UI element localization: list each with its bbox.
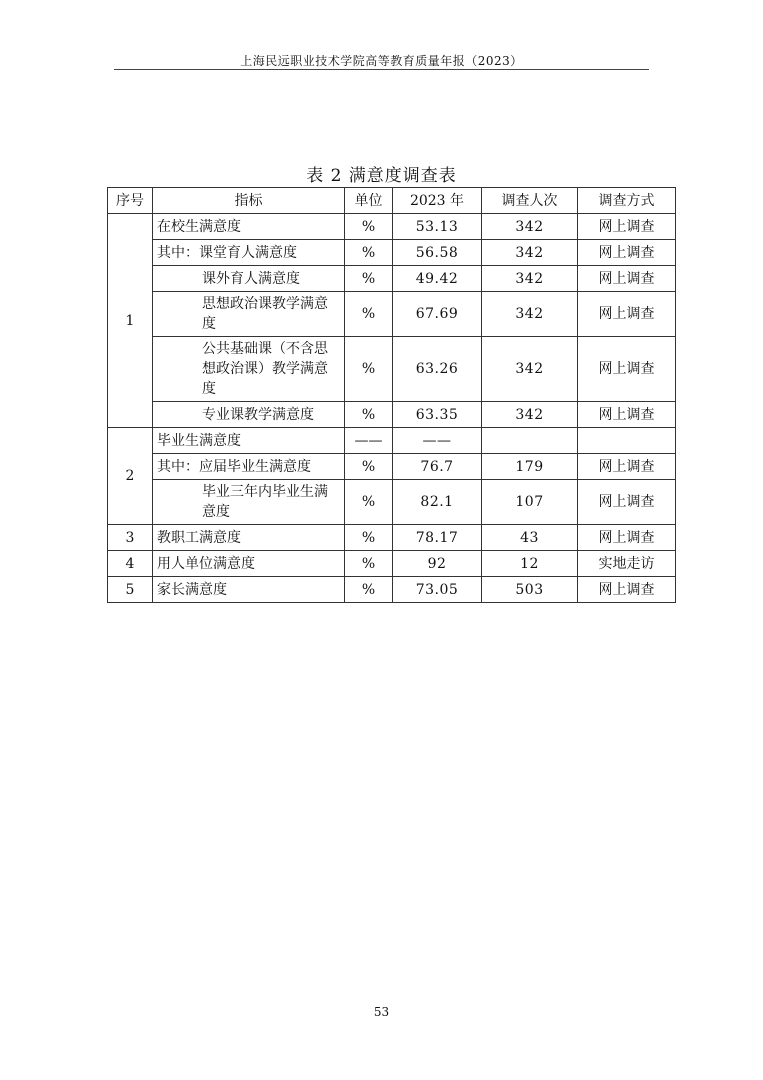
cell-unit: % [345, 525, 393, 551]
header-rule [114, 69, 649, 70]
cell-seq: 4 [108, 551, 153, 577]
cell-indicator: 毕业生满意度 [153, 428, 345, 454]
table-row [108, 454, 676, 480]
cell-indicator: 其中：课堂育人满意度 [153, 240, 345, 266]
cell-unit: % [345, 480, 393, 525]
cell-unit: % [345, 551, 393, 577]
cell-method [578, 428, 676, 454]
cell-indicator: 教职工满意度 [153, 525, 345, 551]
header-year: 2023 年 [393, 188, 482, 214]
header-unit: 单位 [345, 188, 393, 214]
table-row [108, 214, 676, 240]
page-number: 53 [373, 1005, 390, 1019]
table-row [108, 428, 676, 454]
cell-value: 78.17 [393, 525, 482, 551]
cell-method: 网上调查 [578, 402, 676, 428]
cell-indicator: 专业课教学满意度 [153, 402, 345, 428]
cell-value: 92 [393, 551, 482, 577]
cell-count: 503 [482, 577, 578, 603]
cell-method: 网上调查 [578, 337, 676, 402]
cell-seq: 3 [108, 525, 153, 551]
table-row [108, 480, 676, 525]
cell-value: 63.26 [393, 337, 482, 402]
cell-count: 342 [482, 214, 578, 240]
cell-method: 网上调查 [578, 525, 676, 551]
cell-unit: % [345, 454, 393, 480]
cell-count: 179 [482, 454, 578, 480]
cell-unit: % [345, 577, 393, 603]
table-row [108, 292, 676, 337]
header-method: 调查方式 [578, 188, 676, 214]
cell-value: 56.58 [393, 240, 482, 266]
table-row [108, 266, 676, 292]
cell-count: 342 [482, 266, 578, 292]
table-row [108, 577, 676, 603]
cell-value: 63.35 [393, 402, 482, 428]
cell-indicator: 毕业三年内毕业生满意度 [153, 480, 345, 525]
table-row [108, 551, 676, 577]
cell-indicator: 课外育人满意度 [153, 266, 345, 292]
cell-method: 网上调查 [578, 266, 676, 292]
cell-indicator: 思想政治课教学满意度 [153, 292, 345, 337]
cell-method: 网上调查 [578, 292, 676, 337]
cell-value: 49.42 [393, 266, 482, 292]
cell-value: 73.05 [393, 577, 482, 603]
cell-unit: % [345, 402, 393, 428]
cell-unit: % [345, 214, 393, 240]
cell-seq: 1 [108, 214, 153, 428]
cell-method: 网上调查 [578, 577, 676, 603]
cell-method: 网上调查 [578, 454, 676, 480]
cell-indicator: 用人单位满意度 [153, 551, 345, 577]
table-body [108, 214, 676, 603]
table-row [108, 240, 676, 266]
header-seq: 序号 [108, 188, 153, 214]
cell-count: 12 [482, 551, 578, 577]
table-row [108, 402, 676, 428]
cell-value: —— [393, 428, 482, 454]
cell-count: 342 [482, 292, 578, 337]
cell-indicator: 公共基础课（不含思想政治课）教学满意度 [153, 337, 345, 402]
cell-seq: 2 [108, 428, 153, 525]
cell-count: 342 [482, 402, 578, 428]
cell-indicator: 家长满意度 [153, 577, 345, 603]
cell-method: 网上调查 [578, 214, 676, 240]
header-count: 调查人次 [482, 188, 578, 214]
cell-unit: % [345, 266, 393, 292]
cell-unit: % [345, 240, 393, 266]
cell-count: 342 [482, 240, 578, 266]
satisfaction-survey-table [107, 187, 676, 603]
cell-value: 53.13 [393, 214, 482, 240]
cell-unit: % [345, 292, 393, 337]
table-header-row [108, 188, 676, 214]
cell-unit: % [345, 337, 393, 402]
cell-method: 实地走访 [578, 551, 676, 577]
table-row [108, 337, 676, 402]
cell-value: 76.7 [393, 454, 482, 480]
cell-count: 107 [482, 480, 578, 525]
cell-seq: 5 [108, 577, 153, 603]
cell-value: 82.1 [393, 480, 482, 525]
page-header: 上海民远职业技术学院高等教育质量年报（2023） [240, 54, 523, 68]
cell-indicator: 其中：应届毕业生满意度 [153, 454, 345, 480]
header-indicator: 指标 [153, 188, 345, 214]
cell-method: 网上调查 [578, 480, 676, 525]
table-row [108, 525, 676, 551]
cell-value: 67.69 [393, 292, 482, 337]
cell-count: 342 [482, 337, 578, 402]
cell-indicator: 在校生满意度 [153, 214, 345, 240]
table-caption: 表 2 满意度调查表 [306, 166, 457, 186]
cell-method: 网上调查 [578, 240, 676, 266]
cell-count [482, 428, 578, 454]
cell-unit: —— [345, 428, 393, 454]
cell-count: 43 [482, 525, 578, 551]
